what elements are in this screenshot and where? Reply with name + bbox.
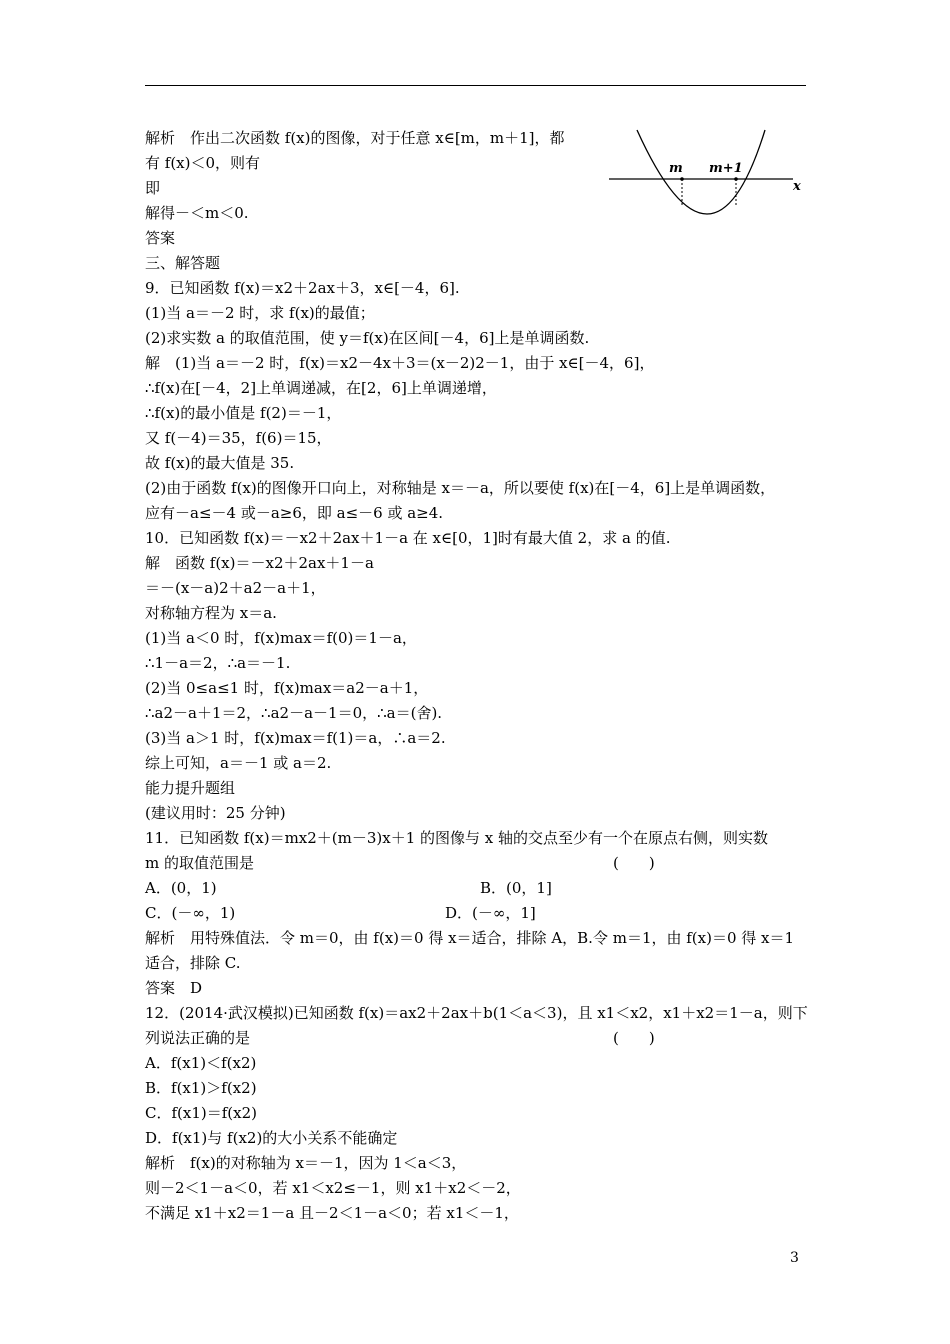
option-a: A．f(x1)＜f(x2) bbox=[145, 1054, 257, 1072]
question-9: 9．已知函数 f(x)＝x2＋2ax＋3，x∈[－4，6]. bbox=[145, 279, 460, 297]
text-line: ∴a2－a＋1＝2，∴a2－a－1＝0，∴a＝(舍). bbox=[145, 704, 443, 722]
text-line: ∴1－a＝2，∴a＝－1. bbox=[145, 654, 291, 672]
text-line: ＝－(x－a)2＋a2－a＋1， bbox=[145, 579, 326, 597]
option-b: B．(0，1] bbox=[480, 879, 552, 897]
text-line: 有 f(x)＜0，则有 bbox=[145, 154, 261, 172]
option-d: D．f(x1)与 f(x2)的大小关系不能确定 bbox=[145, 1129, 398, 1147]
text-line: (1)当 a＝－2 时，求 f(x)的最值； bbox=[145, 304, 375, 322]
section-heading: 能力提升题组 bbox=[145, 779, 236, 797]
option-d: D．(－∞，1] bbox=[445, 904, 536, 922]
label-m: m bbox=[669, 161, 683, 176]
text-line: 对称轴方程为 x＝a. bbox=[145, 604, 277, 622]
text-line: (2)由于函数 f(x)的图像开口向上，对称轴是 x＝－a，所以要使 f(x)在[－4，6]上是单调函数， bbox=[145, 479, 776, 497]
text-line: ∴f(x)的最小值是 f(2)＝－1， bbox=[145, 404, 342, 422]
text-line: (建议用时：25 分钟) bbox=[145, 804, 286, 822]
text-line: 解 函数 f(x)＝－x2＋2ax＋1－a bbox=[145, 554, 374, 572]
options-row bbox=[145, 876, 807, 901]
text-line: 列说法正确的是 bbox=[145, 1029, 251, 1047]
question-11: 11．已知函数 f(x)＝mx2＋(m－3)x＋1 的图像与 x 轴的交点至少有一个在原点右侧，则实数 bbox=[145, 829, 769, 847]
text-line: 解得－＜m＜0. bbox=[145, 204, 249, 222]
option-c: C．f(x1)＝f(x2) bbox=[145, 1104, 257, 1122]
text-line: 答案 D bbox=[145, 979, 203, 997]
section-heading: 三、解答题 bbox=[145, 254, 221, 272]
answer-paren: ( ) bbox=[613, 854, 655, 872]
text-line: 解 (1)当 a＝－2 时，f(x)＝x2－4x＋3＝(x－2)2－1，由于 x∈[－4，6]， bbox=[145, 354, 655, 372]
text-line: (2)当 0≤a≤1 时，f(x)max＝a2－a＋1， bbox=[145, 679, 429, 697]
header-rule bbox=[145, 85, 806, 86]
question-10: 10．已知函数 f(x)＝－x2＋2ax＋1－a 在 x∈[0，1]时有最大值 2，求 a 的值. bbox=[145, 529, 671, 547]
option-c: C．(－∞，1) bbox=[145, 904, 236, 922]
text-line: 则－2＜1－a＜0，若 x1＜x2≤－1，则 x1＋x2＜－2， bbox=[145, 1179, 521, 1197]
text-line: 又 f(－4)＝35，f(6)＝15， bbox=[145, 429, 332, 447]
option-b: B．f(x1)＞f(x2) bbox=[145, 1079, 257, 1097]
text-line: 解析 作出二次函数 f(x)的图像，对于任意 x∈[m，m＋1]，都 bbox=[145, 129, 565, 147]
text-line: (3)当 a＞1 时，f(x)max＝f(1)＝a，∴a＝2. bbox=[145, 729, 446, 747]
answer-paren: ( ) bbox=[613, 1029, 655, 1047]
question-stem-row bbox=[145, 1026, 807, 1051]
text-line: m 的取值范围是 bbox=[145, 854, 254, 872]
text-line: (2)求实数 a 的取值范围，使 y＝f(x)在区间[－4，6]上是单调函数. bbox=[145, 329, 590, 347]
text-line: 应有－a≤－4 或－a≥6，即 a≤－6 或 a≥4. bbox=[145, 504, 444, 522]
text-line: 综上可知，a＝－1 或 a＝2. bbox=[145, 754, 332, 772]
question-12: 12．(2014·武汉模拟)已知函数 f(x)＝ax2＋2ax＋b(1＜a＜3)，且 x1＜x2，x1＋x2＝1－a，则下 bbox=[145, 1004, 808, 1022]
text-line: 答案 bbox=[145, 229, 176, 247]
question-stem-row bbox=[145, 851, 807, 876]
text-line: 解析 f(x)的对称轴为 x＝－1，因为 1＜a＜3， bbox=[145, 1154, 467, 1172]
label-x: x bbox=[793, 179, 801, 194]
text-line: ∴f(x)在[－4，2]上单调递减，在[2，6]上单调递增， bbox=[145, 379, 497, 397]
document-body bbox=[145, 126, 807, 1226]
options-row bbox=[145, 901, 807, 926]
text-line: 即 bbox=[145, 179, 161, 197]
label-m-plus-1: m+1 bbox=[709, 161, 743, 176]
text-line: 不满足 x1＋x2＝1－a 且－2＜1－a＜0；若 x1＜－1， bbox=[145, 1204, 519, 1222]
text-line: 适合，排除 C. bbox=[145, 954, 241, 972]
page-number: 3 bbox=[790, 1250, 799, 1266]
text-line: (1)当 a＜0 时，f(x)max＝f(0)＝1－a， bbox=[145, 629, 417, 647]
option-a: A．(0，1) bbox=[145, 879, 217, 897]
text-line: 解析 用特殊值法．令 m＝0，由 f(x)＝0 得 x＝适合，排除 A，B.令 m＝1，由 f(x)＝0 得 x＝1 bbox=[145, 929, 795, 947]
text-line: 故 f(x)的最大值是 35. bbox=[145, 454, 295, 472]
